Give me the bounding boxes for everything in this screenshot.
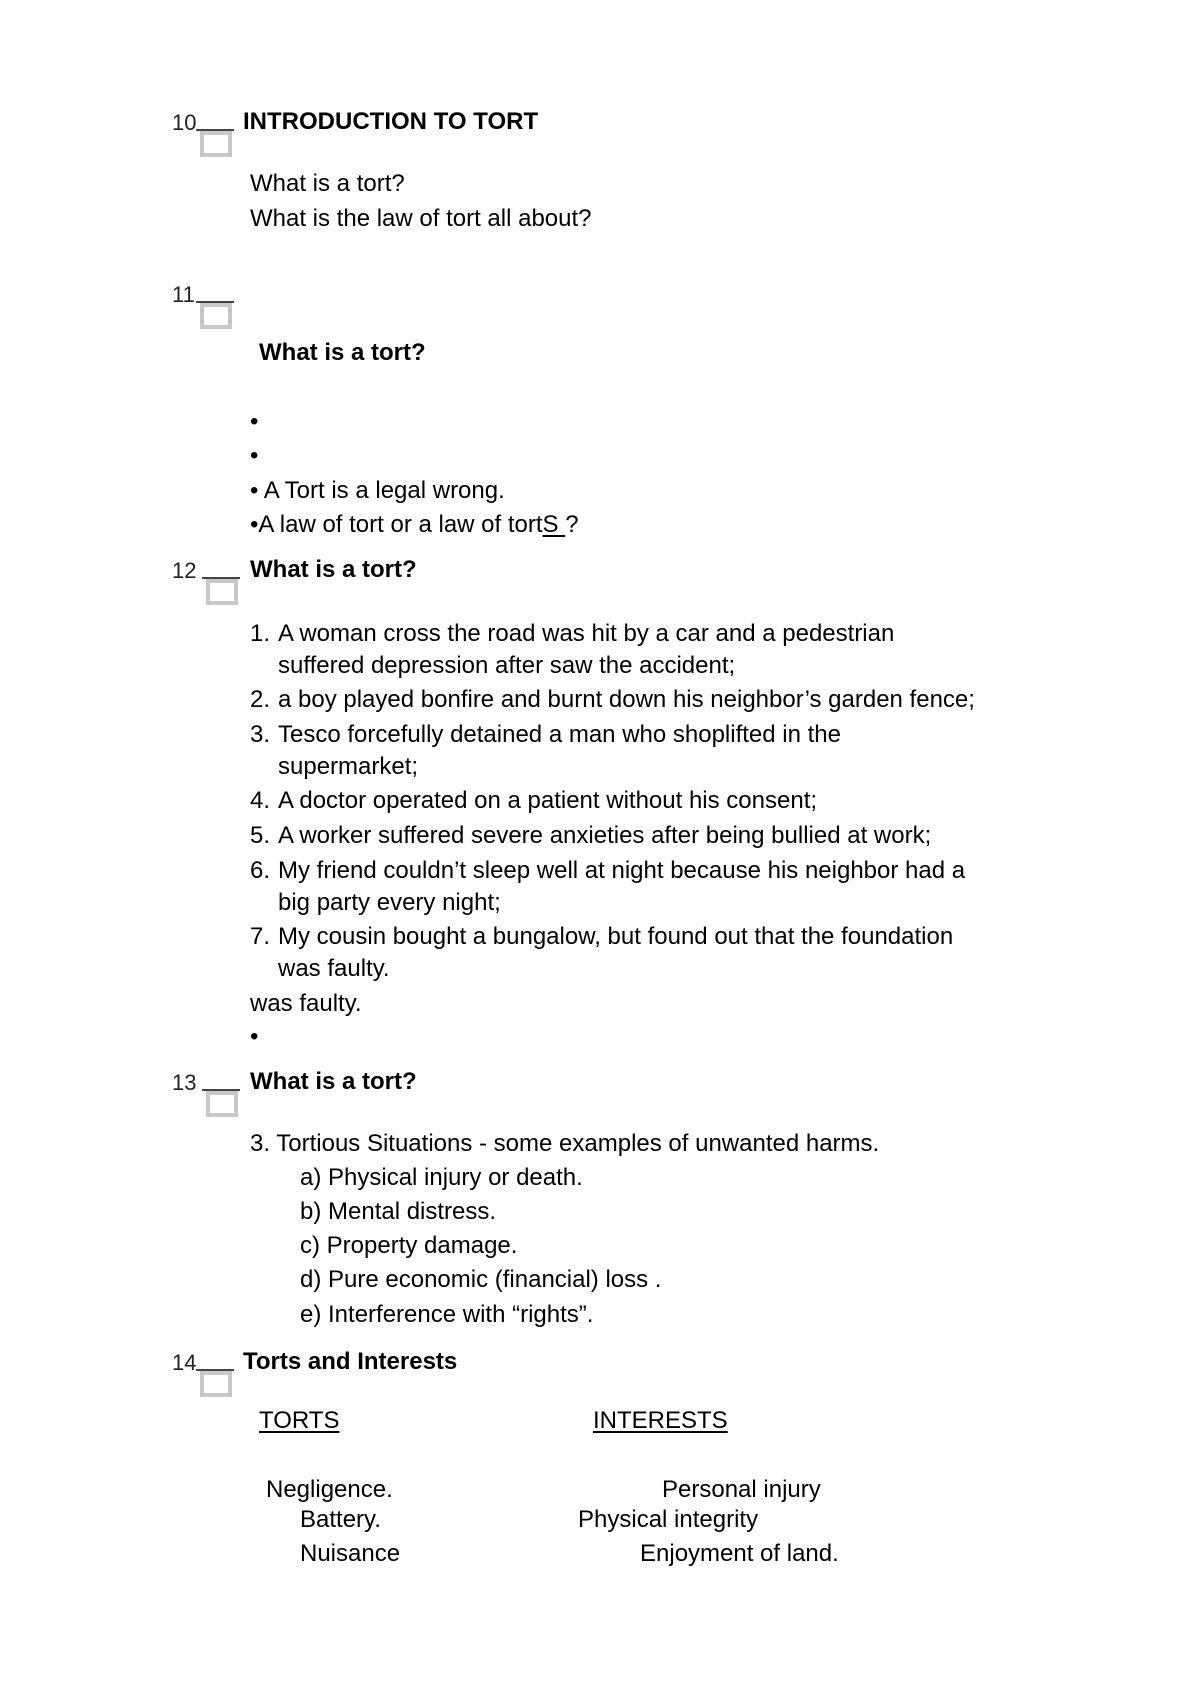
trailing-text: was faulty. — [250, 990, 362, 1017]
slide-number: 14 — [172, 1350, 197, 1375]
list-intro: 3. Tortious Situations - some examples of unwanted harms. — [250, 1130, 880, 1157]
list-number: 4. — [250, 787, 271, 814]
sub-item: d) Pure economic (financial) loss . — [300, 1266, 662, 1293]
list-number: 3. — [250, 721, 271, 748]
slide-title: INTRODUCTION TO TORT — [243, 108, 539, 135]
sub-item: b) Mental distress. — [300, 1198, 497, 1225]
tort-cell: Nuisance — [300, 1540, 401, 1567]
list-item-continued: supermarket; — [278, 753, 419, 780]
slide-number: 12 — [172, 558, 197, 583]
slide-title: What is a tort? — [250, 1068, 417, 1095]
list-item: a boy played bonfire and burnt down his neighbor’s garden fence; — [278, 686, 975, 713]
list-number: 6. — [250, 857, 271, 884]
list-item: My cousin bought a bungalow, but found out that the foundation — [278, 923, 954, 950]
slide-title: What is a tort? — [259, 339, 426, 366]
bullet-icon: • — [250, 1023, 259, 1050]
bullet-text: A Tort is a legal wrong. — [263, 477, 505, 504]
list-number: 2. — [250, 686, 271, 713]
list-item-continued: big party every night; — [278, 889, 501, 916]
slide-thumbnail-icon — [200, 303, 232, 329]
slide-number: 13 — [172, 1070, 197, 1095]
interest-cell: Physical integrity — [578, 1506, 759, 1533]
sub-item: e) Interference with “rights”. — [300, 1301, 594, 1328]
slide-thumbnail-icon — [206, 579, 238, 605]
bullet-item — [250, 477, 505, 505]
tort-cell: Negligence. — [266, 1476, 393, 1503]
slide-number: 10 — [172, 110, 197, 135]
slide-thumbnail-icon — [206, 1091, 238, 1117]
bullet-text: A law of tort or a law of tort — [258, 511, 543, 538]
interest-cell: Personal injury — [662, 1476, 821, 1503]
list-item: A doctor operated on a patient without his consent; — [278, 787, 818, 814]
bullet-text-underlined: S — [542, 511, 566, 538]
bullet-icon: • — [250, 442, 259, 469]
list-item: My friend couldn’t sleep well at night because his neighbor had a — [278, 857, 966, 884]
bullet-icon: • — [250, 511, 259, 538]
column-header-interests: INTERESTS — [593, 1407, 728, 1434]
slide-thumbnail-icon — [200, 131, 232, 157]
text-line: What is a tort? — [250, 170, 405, 197]
list-item: A woman cross the road was hit by a car and a pedestrian — [278, 620, 895, 647]
slide-title: What is a tort? — [250, 556, 417, 583]
slide-thumbnail-icon — [200, 1371, 232, 1397]
slide-title: Torts and Interests — [243, 1348, 458, 1375]
list-number: 7. — [250, 923, 271, 950]
interest-cell: Enjoyment of land. — [640, 1540, 839, 1567]
sub-item: c) Property damage. — [300, 1232, 518, 1259]
bullet-icon: • — [250, 408, 259, 435]
tort-cell: Battery. — [300, 1506, 381, 1533]
bullet-text: ? — [565, 511, 579, 538]
list-number: 5. — [250, 822, 271, 849]
list-item: Tesco forcefully detained a man who shoplifted in the — [278, 721, 842, 748]
bullet-icon: • — [250, 477, 259, 504]
sub-item: a) Physical injury or death. — [300, 1164, 583, 1191]
list-item-continued: was faulty. — [278, 955, 390, 982]
bullet-item — [250, 511, 579, 539]
slide-number: 11 — [172, 282, 195, 307]
list-item: A worker suffered severe anxieties after being bullied at work; — [278, 822, 932, 849]
list-number: 1. — [250, 620, 271, 647]
column-header-torts: TORTS — [259, 1407, 340, 1434]
list-item-continued: suffered depression after saw the accident; — [278, 652, 736, 679]
text-line: What is the law of tort all about? — [250, 205, 592, 232]
